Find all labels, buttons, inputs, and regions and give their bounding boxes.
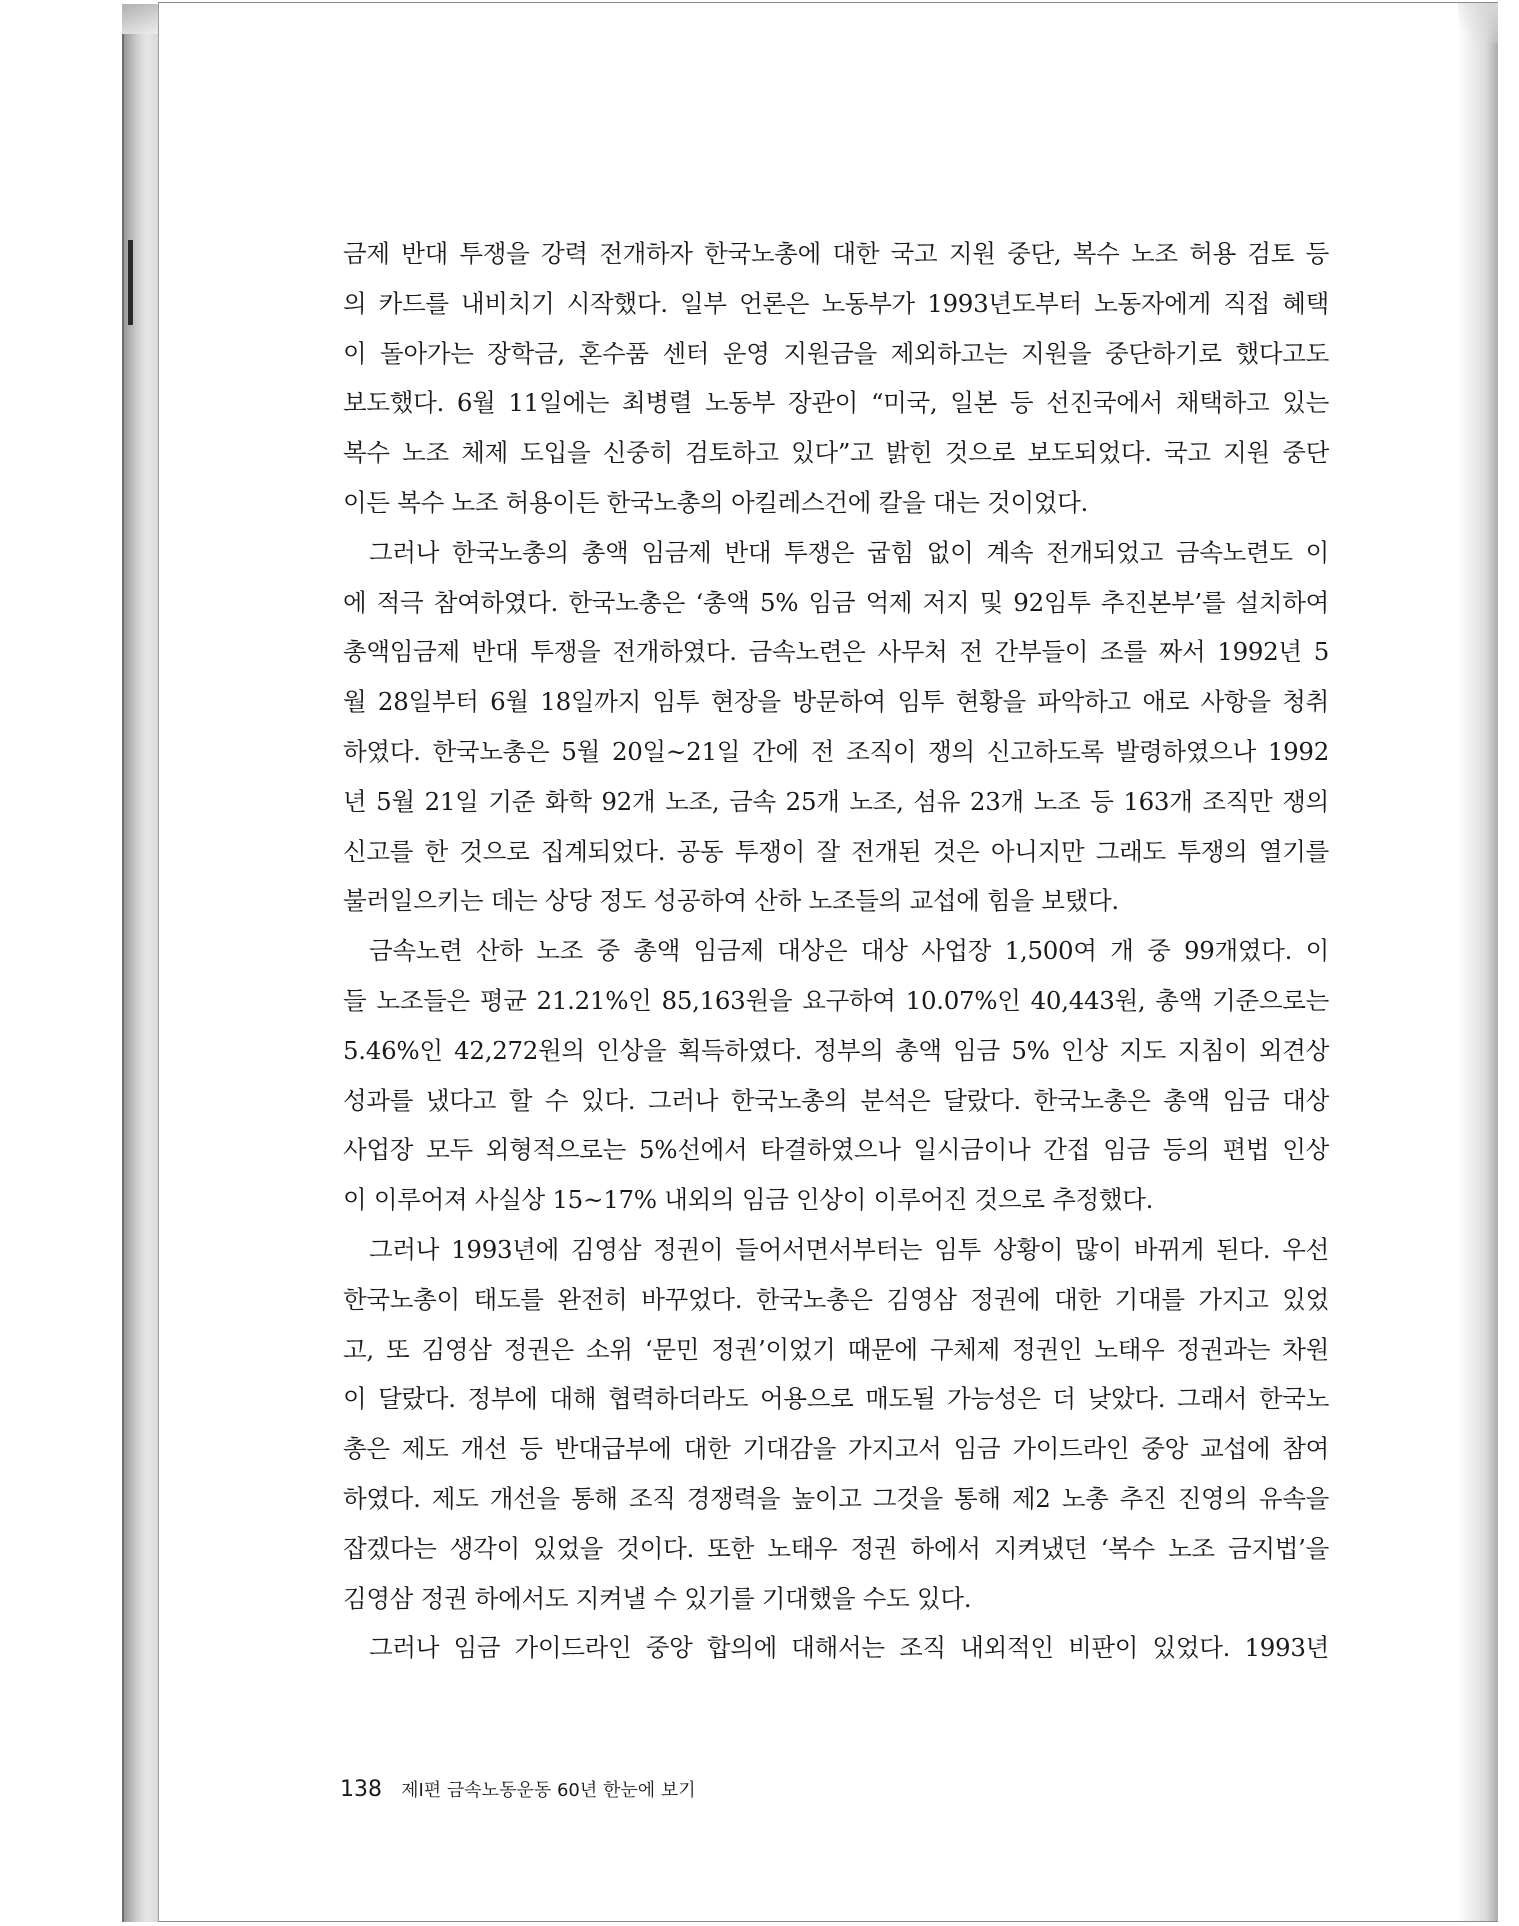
text-line: 이 돌아가는 장학금, 혼수품 센터 운영 지원금을 제외하고는 지원을 중단하기로 했다고도 (343, 338, 1329, 368)
page-footer (340, 1776, 696, 1808)
text-line: 에 적극 참여하였다. 한국노총은 ‘총액 5% 임금 억제 저지 및 92임투 추진본부’를 설치하여 (343, 587, 1329, 617)
text-line: 하였다. 제도 개선을 통해 조직 경쟁력을 높이고 그것을 통해 제2 노총 추진 진영의 유속을 (343, 1483, 1329, 1513)
text-line: 금속노련 산하 노조 중 총액 임금제 대상은 대상 사업장 1,500여 개 중 99개였다. 이 (369, 936, 1329, 966)
page-number: 138 (340, 1777, 382, 1802)
text-line: 의 카드를 내비치기 시작했다. 일부 언론은 노동부가 1993년도부터 노동자에게 직접 혜택 (343, 288, 1329, 318)
text-line: 총은 제도 개선 등 반대급부에 대한 기대감을 가지고서 임금 가이드라인 중앙 교섭에 참여 (343, 1434, 1329, 1464)
page-edge-shadow (1458, 3, 1498, 1921)
text-line: 월 28일부터 6월 18일까지 임투 현장을 방문하여 임투 현황을 파악하고 애로 사항을 청취 (343, 687, 1329, 717)
text-line: 사업장 모두 외형적으로는 5%선에서 타결하였으나 일시금이나 간접 임금 등의 편법 인상 (343, 1135, 1329, 1165)
text-line: 잡겠다는 생각이 있었을 것이다. 또한 노태우 정권 하에서 지켜냈던 ‘복수 노조 금지법’을 (343, 1533, 1329, 1563)
text-line: 고, 또 김영삼 정권은 소위 ‘문민 정권’이었기 때문에 구체제 정권인 노태우 정권과는 차원 (343, 1334, 1329, 1364)
page-corner-shadow (1458, 3, 1498, 43)
text-line: 하였다. 한국노총은 5월 20일~21일 간에 전 조직이 쟁의 신고하도록 발령하였으나 1992 (343, 736, 1329, 766)
text-line: 년 5월 21일 기준 화학 92개 노조, 금속 25개 노조, 섬유 23개 노조 등 163개 조직만 쟁의 (343, 786, 1329, 816)
text-line: 들 노조들은 평균 21.21%인 85,163원을 요구하여 10.07%인 40,443원, 총액 기준으로는 (343, 985, 1329, 1015)
text-line: 이든 복수 노조 허용이든 한국노총의 아킬레스건에 칼을 대는 것이었다. (343, 487, 1089, 517)
text-line: 그러나 1993년에 김영삼 정권이 들어서면서부터는 임투 상황이 많이 바뀌게 된다. 우선 (369, 1234, 1329, 1264)
text-line: 김영삼 정권 하에서도 지켜낼 수 있기를 기대했을 수도 있다. (343, 1583, 972, 1613)
text-line: 5.46%인 42,272원의 인상을 획득하였다. 정부의 총액 임금 5% 인상 지도 지침이 외견상 (343, 1035, 1329, 1065)
running-head: 제Ⅰ편 금속노동운동 60년 한눈에 보기 (401, 1780, 696, 1801)
spine-mark (128, 240, 133, 325)
text-line: 이 이루어져 사실상 15~17% 내외의 임금 인상이 이루어진 것으로 추정했다. (343, 1185, 1154, 1215)
text-line: 이 달랐다. 정부에 대해 협력하더라도 어용으로 매도될 가능성은 더 낮았다. 그래서 한국노 (343, 1384, 1329, 1414)
text-line: 금제 반대 투쟁을 강력 전개하자 한국노총에 대한 국고 지원 중단, 복수 노조 허용 검토 등 (343, 239, 1329, 268)
text-line: 총액임금제 반대 투쟁을 전개하였다. 금속노련은 사무처 전 간부들이 조를 짜서 1992년 5 (343, 637, 1329, 667)
text-line: 성과를 냈다고 할 수 있다. 그러나 한국노총의 분석은 달랐다. 한국노총은 총액 임금 대상 (343, 1085, 1329, 1115)
body-text (343, 229, 1329, 1673)
text-line: 한국노총이 태도를 완전히 바꾸었다. 한국노총은 김영삼 정권에 대한 기대를 가지고 있었 (343, 1284, 1329, 1314)
book-spine-top (122, 4, 160, 34)
text-line: 그러나 임금 가이드라인 중앙 합의에 대해서는 조직 내외적인 비판이 있었다. 1993년 (369, 1633, 1329, 1663)
text-line: 그러나 한국노총의 총액 임금제 반대 투쟁은 굽힘 없이 계속 전개되었고 금속노련도 이 (369, 537, 1329, 567)
text-line: 복수 노조 체제 도입을 신중히 검토하고 있다”고 밝힌 것으로 보도되었다. 국고 지원 중단 (343, 438, 1329, 468)
text-line: 보도했다. 6월 11일에는 최병렬 노동부 장관이 “미국, 일본 등 선진국에서 채택하고 있는 (343, 388, 1329, 418)
text-line: 불러일으키는 데는 상당 정도 성공하여 산하 노조들의 교섭에 힘을 보탰다. (343, 886, 1119, 916)
text-line: 신고를 한 것으로 집계되었다. 공동 투쟁이 잘 전개된 것은 아니지만 그래도 투쟁의 열기를 (343, 836, 1329, 866)
